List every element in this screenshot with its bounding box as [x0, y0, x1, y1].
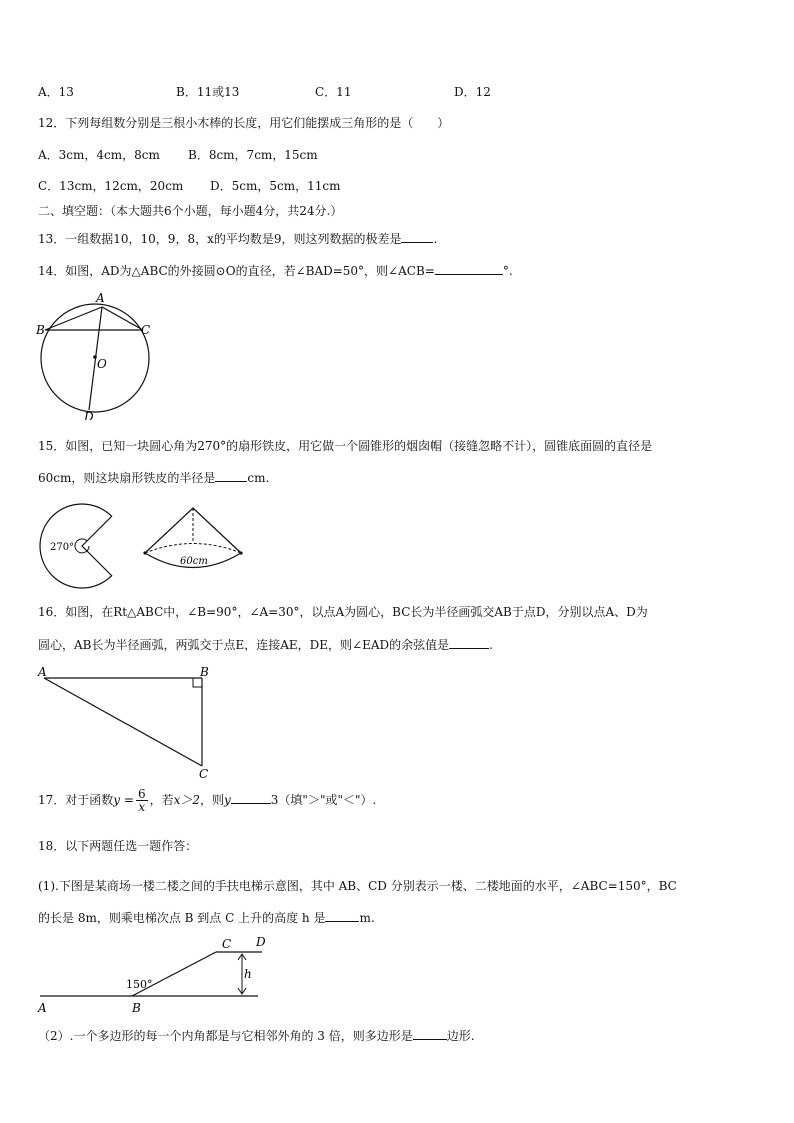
q13-answer-blank[interactable]	[401, 230, 433, 243]
q14-answer-blank[interactable]	[435, 262, 503, 275]
label-a: A	[96, 291, 105, 305]
q13-text	[38, 230, 437, 247]
q14-stem: 14．如图，AD为△ABC的外接圆⊙O的直径，若∠BAD=50°，则∠ACB=	[38, 264, 435, 278]
label-c: C	[199, 767, 209, 780]
q12-option-b: B．8cm，7cm，15cm	[188, 148, 318, 162]
label-b: B	[200, 665, 209, 679]
q18-part2-stem: （2）.一个多边形的每一个内角都是与它相邻外角的 3 倍，则多边形是	[38, 1029, 413, 1043]
label-c: C	[222, 937, 232, 951]
cone-diameter-label: 60cm	[180, 556, 208, 567]
cone-point-right	[239, 551, 242, 554]
q18-part1-line2	[38, 909, 375, 926]
q14-text	[38, 262, 513, 279]
q11-option-a: A．13	[38, 85, 74, 99]
chord-ac	[102, 307, 143, 330]
q17-mid: ，若	[149, 793, 174, 807]
q15-end: cm.	[247, 471, 270, 485]
q18-part2-end: 边形.	[446, 1029, 475, 1043]
q16-line2	[38, 636, 493, 653]
q12-stem: 12．下列每组数分别是三根小木棒的长度，用它们能摆成三角形的是（ ）	[38, 116, 450, 130]
q11-option-d: D．12	[454, 85, 491, 99]
chord-ab	[45, 307, 102, 330]
q15-stem: 60cm，则这块扇形铁皮的半径是	[38, 471, 216, 485]
q17-mid2: ，则	[200, 793, 225, 807]
label-h: h	[244, 967, 252, 981]
q16-end: .	[489, 638, 493, 652]
q17-numerator: 6	[137, 787, 146, 801]
right-angle-mark	[193, 678, 202, 687]
label-d: D	[256, 935, 266, 949]
q16-stem: 圆心，AB长为半径画弧，两弧交于点E，连接AE，DE，则∠EAD的余弦值是	[38, 638, 450, 652]
q17-yvar: y	[224, 793, 231, 807]
q17-fraction	[136, 788, 148, 813]
q16-triangle-figure	[36, 662, 226, 780]
q18-part1-answer-blank[interactable]	[325, 909, 359, 922]
q18-escalator-figure	[36, 932, 268, 1016]
q17-text	[38, 786, 376, 814]
label-angle: 150°	[126, 978, 153, 991]
q15-line1: 15．如图，已知一块圆心角为270°的扇形铁皮，用它做一个圆锥形的烟囱帽（接缝忽略不计），圆锥底面圆的直径是	[38, 439, 653, 453]
q11-option-c: C．11	[315, 85, 352, 99]
q18-part2-answer-blank[interactable]	[413, 1027, 447, 1040]
q15-answer-blank[interactable]	[215, 469, 247, 482]
q14-circle-figure	[36, 290, 156, 420]
q17-denominator: x	[138, 800, 146, 814]
q13-stem: 13．一组数据10，10，9，8，x的平均数是9，则这列数据的极差是	[38, 232, 402, 246]
q12-option-c: C．13cm，12cm，20cm	[38, 179, 184, 193]
q16-line1: 16．如图，在Rt△ABC中，∠B=90°，∠A=30°，以点A为圆心，BC长为半径画弧交AB于点D，分别以点A、D为	[38, 605, 648, 619]
q17-stem: 17．对于函数	[38, 793, 114, 807]
label-a: A	[38, 1001, 47, 1015]
cone-point-left	[143, 551, 146, 554]
q12-option-d: D．5cm，5cm，11cm	[210, 179, 341, 193]
q18-part1-stem: 的长是 8m，则乘电梯次点 B 到点 C 上升的高度 h 是	[38, 911, 326, 925]
label-a: A	[38, 665, 47, 679]
sector-angle-label: 270°	[50, 542, 75, 553]
q18-part2	[38, 1027, 475, 1044]
section-heading: 二、填空题：（本大题共6个小题，每小题4分，共24分.）	[38, 204, 343, 218]
label-o: O	[97, 357, 107, 371]
q18-part1-end: m.	[359, 911, 375, 925]
q13-end: .	[433, 232, 438, 246]
cone-base-back	[145, 544, 241, 554]
q14-end: °.	[502, 264, 513, 278]
q16-answer-blank[interactable]	[449, 636, 489, 649]
q18-stem: 18．以下两题任选一题作答：	[38, 839, 198, 853]
q15-line2	[38, 469, 269, 486]
q17-answer-blank[interactable]	[231, 791, 271, 804]
q17-condition: x＞2	[173, 793, 200, 807]
q17-y-eq: y =	[113, 793, 134, 807]
label-b: B	[132, 1001, 141, 1015]
label-b: B	[36, 323, 45, 337]
q11-option-b: B．11或13	[176, 85, 240, 99]
q15-sector-cone-figure	[36, 496, 256, 592]
q12-option-a: A．3cm，4cm，8cm	[38, 148, 160, 162]
q18-part1-line1: (1).下图是某商场一楼二楼之间的手扶电梯示意图，其中 AB、CD 分别表示一楼、二楼地面的水平，∠ABC=150°，BC	[38, 879, 677, 893]
label-d: D	[84, 410, 94, 420]
label-c: C	[141, 323, 151, 337]
side-ac	[44, 678, 202, 766]
q17-end: 3（填"＞"或"＜"）.	[270, 793, 377, 807]
